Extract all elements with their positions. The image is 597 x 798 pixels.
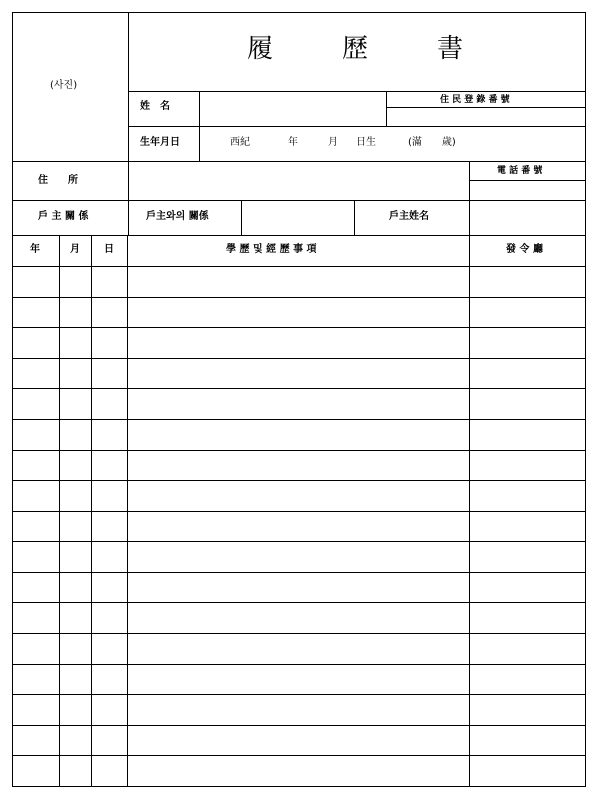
table-row-line bbox=[12, 388, 586, 389]
title-char-1: 履 bbox=[247, 34, 274, 64]
table-row-line bbox=[12, 297, 586, 298]
phone-label: 電 話 番 號 bbox=[497, 166, 543, 176]
table-row-line bbox=[12, 755, 586, 756]
table-row-line bbox=[12, 358, 586, 359]
form-border-right bbox=[585, 12, 586, 787]
table-row-line bbox=[12, 450, 586, 451]
household-divider-4 bbox=[469, 200, 470, 236]
birth-day-label: 日生 bbox=[356, 137, 376, 148]
name-label-divider bbox=[199, 91, 200, 162]
title-bottom-line bbox=[128, 91, 586, 92]
column-header-month: 月 bbox=[70, 244, 80, 255]
header-bottom-line bbox=[12, 161, 586, 162]
table-row-line bbox=[12, 664, 586, 665]
table-row-line bbox=[12, 511, 586, 512]
table-row-line bbox=[12, 633, 586, 634]
age-label: (滿 歲) bbox=[408, 137, 456, 148]
birth-label: 生年月日 bbox=[140, 137, 180, 148]
name-value-divider bbox=[386, 91, 387, 127]
column-header-day: 日 bbox=[104, 244, 114, 255]
relation-label: 戶主와의 關係 bbox=[146, 211, 209, 222]
birth-month-label: 月 bbox=[328, 137, 338, 148]
household-divider-2 bbox=[241, 200, 242, 236]
address-row-bottom-line bbox=[12, 200, 586, 201]
table-row-line bbox=[12, 419, 586, 420]
household-row-bottom-line bbox=[12, 235, 586, 236]
address-phone-divider bbox=[469, 161, 470, 201]
column-header-year: 年 bbox=[30, 244, 40, 255]
phone-label-divider bbox=[469, 180, 586, 181]
form-border-left bbox=[12, 12, 13, 787]
table-row-line bbox=[12, 266, 586, 267]
table-row-line bbox=[12, 694, 586, 695]
household-head-label: 戶 主 關 係 bbox=[38, 211, 89, 222]
household-divider-3 bbox=[354, 200, 355, 236]
column-header-history: 學 歷 및 經 歷 事 項 bbox=[226, 244, 317, 255]
title-char-2: 歷 bbox=[342, 34, 369, 64]
table-row-line bbox=[12, 725, 586, 726]
table-row-line bbox=[12, 541, 586, 542]
form-border-top bbox=[12, 12, 586, 13]
table-row-line bbox=[12, 602, 586, 603]
address-label: 住 所 bbox=[38, 175, 78, 186]
form-border-bottom bbox=[12, 786, 586, 787]
photo-box-divider bbox=[128, 12, 129, 200]
table-row-line bbox=[12, 327, 586, 328]
household-head-name-label: 戶主姓名 bbox=[389, 211, 429, 222]
resident-number-divider bbox=[386, 107, 586, 108]
photo-placeholder-label: (사진) bbox=[50, 80, 78, 91]
table-row-line bbox=[12, 572, 586, 573]
column-header-issuer: 發 令 廳 bbox=[506, 244, 543, 255]
table-row-line bbox=[12, 480, 586, 481]
birth-era-label: 西紀 bbox=[230, 137, 250, 148]
title-char-3: 書 bbox=[437, 34, 464, 64]
name-row-bottom-line bbox=[128, 126, 586, 127]
birth-year-label: 年 bbox=[288, 137, 298, 148]
resident-number-label: 住 民 登 錄 番 號 bbox=[440, 95, 510, 105]
household-divider-1 bbox=[128, 200, 129, 236]
name-label: 姓 名 bbox=[140, 101, 170, 112]
